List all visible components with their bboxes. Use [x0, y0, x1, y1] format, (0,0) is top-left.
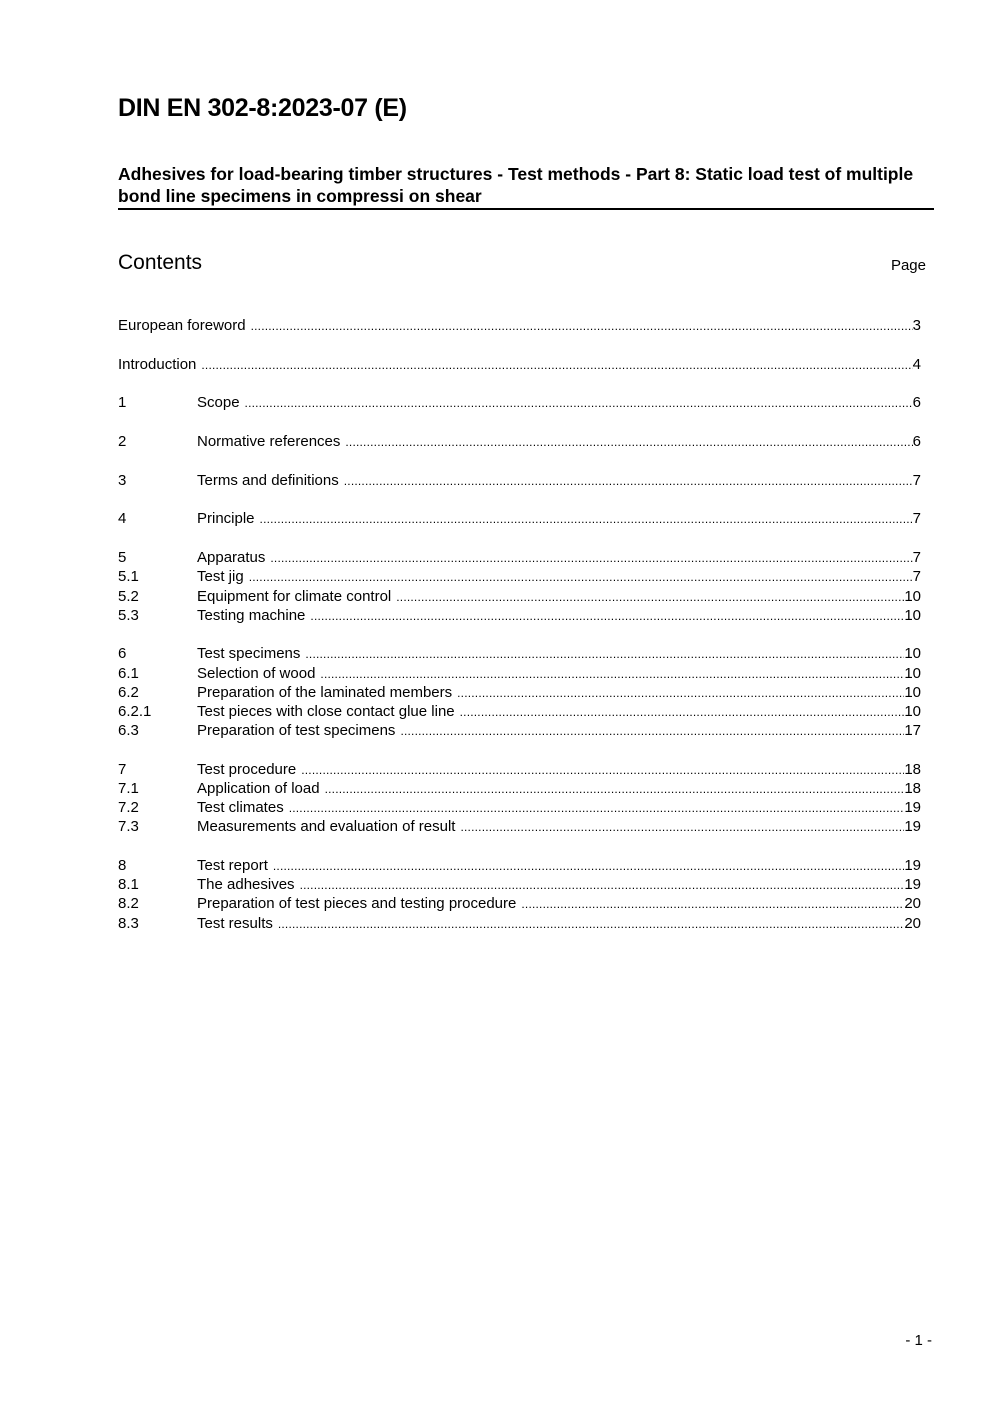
toc-entry[interactable]: [118, 702, 921, 721]
toc-dot-leader: [460, 818, 904, 837]
toc-entry-title: Selection of wood: [197, 664, 316, 682]
toc-entry-page: 7: [912, 568, 921, 586]
toc-entry-title: Test report: [197, 857, 268, 875]
toc-entry[interactable]: [118, 471, 921, 490]
toc-dot-leader: [460, 703, 905, 722]
toc-entry[interactable]: [118, 393, 921, 412]
toc-entry-number: 5.2: [118, 587, 139, 605]
toc-entry-title: Test jig: [197, 568, 244, 586]
toc-entry-page: 19: [904, 876, 921, 894]
toc-entry[interactable]: [118, 817, 921, 836]
toc-entry-page: 6: [912, 394, 921, 412]
table-of-contents: [118, 316, 921, 952]
toc-dot-leader: [201, 356, 912, 375]
toc-group: [118, 509, 921, 528]
toc-entry-number: 7.3: [118, 818, 139, 836]
toc-entry[interactable]: [118, 606, 921, 625]
toc-group: [118, 432, 921, 451]
toc-entry-page: 19: [904, 799, 921, 817]
contents-heading: Contents: [118, 251, 203, 274]
toc-group: [118, 471, 921, 490]
toc-entry-page: 4: [912, 355, 921, 373]
toc-entry-number: 8.1: [118, 876, 139, 894]
page-number: - 1 -: [905, 1332, 932, 1349]
toc-entry-number: 4: [118, 510, 127, 528]
toc-entry-title: Measurements and evaluation of result: [197, 818, 456, 836]
toc-entry-page: 10: [904, 606, 921, 624]
toc-entry[interactable]: [118, 587, 921, 606]
toc-entry[interactable]: [118, 316, 921, 335]
toc-entry-page: 3: [912, 317, 921, 334]
toc-entry-title: Apparatus: [197, 549, 266, 567]
page-column-heading: Page: [890, 257, 926, 274]
toc-entry-page: 7: [912, 510, 921, 528]
toc-dot-leader: [310, 607, 904, 626]
toc-dot-leader: [301, 761, 904, 780]
toc-entry-number: 8.2: [118, 895, 139, 913]
toc-dot-leader: [400, 722, 904, 741]
toc-group: [118, 316, 921, 335]
toc-entry-number: 1: [118, 394, 127, 412]
toc-entry-page: 17: [904, 722, 921, 740]
toc-entry[interactable]: [118, 683, 921, 702]
toc-entry[interactable]: [118, 760, 921, 779]
toc-group: [118, 760, 921, 837]
toc-entry[interactable]: [118, 914, 921, 933]
toc-dot-leader: [249, 568, 913, 587]
toc-entry-title: Test specimens: [197, 645, 301, 663]
toc-entry-title: Scope: [197, 394, 240, 412]
toc-dot-leader: [260, 510, 913, 529]
toc-entry-title: Introduction: [118, 355, 197, 373]
toc-entry-number: 5: [118, 549, 127, 567]
toc-entry[interactable]: [118, 894, 921, 913]
toc-entry-page: 7: [912, 471, 921, 489]
toc-dot-leader: [270, 549, 912, 568]
toc-dot-leader: [457, 684, 904, 703]
toc-entry-title: Principle: [197, 510, 255, 528]
document-title: Adhesives for load-bearing timber structures - Test methods - Part 8: Static load test of multiple bond line specimens in compressi on shear: [118, 163, 934, 210]
toc-entry-number: 6.1: [118, 664, 139, 682]
toc-dot-leader: [245, 394, 913, 413]
toc-dot-leader: [344, 472, 913, 491]
toc-entry[interactable]: [118, 567, 921, 586]
toc-entry-title: The adhesives: [197, 876, 295, 894]
toc-entry-title: Preparation of the laminated members: [197, 683, 453, 701]
document-id: DIN EN 302-8:2023-07 (E): [118, 94, 407, 122]
toc-entry[interactable]: [118, 548, 921, 567]
toc-entry-title: Application of load: [197, 780, 320, 797]
toc-dot-leader: [273, 857, 904, 876]
toc-entry-number: 6.2.1: [118, 702, 152, 720]
toc-dot-leader: [289, 799, 905, 818]
toc-entry-page: 10: [904, 664, 921, 682]
toc-entry-page: 10: [904, 683, 921, 701]
toc-entry-number: 5.3: [118, 606, 139, 624]
toc-dot-leader: [305, 645, 904, 664]
toc-entry-title: Terms and definitions: [197, 471, 339, 489]
toc-entry-page: 19: [904, 857, 921, 875]
toc-entry-number: 7: [118, 760, 127, 778]
toc-group: [118, 393, 921, 412]
toc-entry-page: 10: [904, 587, 921, 605]
toc-entry[interactable]: [118, 798, 921, 817]
toc-entry-title: Equipment for climate control: [197, 587, 392, 605]
toc-entry-number: 8: [118, 857, 127, 875]
toc-entry-title: Normative references: [197, 433, 341, 451]
toc-dot-leader: [320, 665, 904, 684]
toc-dot-leader: [521, 895, 904, 914]
toc-dot-leader: [325, 780, 905, 799]
toc-entry-number: 6: [118, 645, 127, 663]
toc-entry-title: Preparation of test specimens: [197, 722, 396, 740]
toc-entry-number: 7.1: [118, 780, 139, 797]
toc-entry-title: Test climates: [197, 799, 284, 817]
toc-entry-title: Test pieces with close contact glue line: [197, 702, 455, 720]
toc-group: [118, 856, 921, 933]
toc-entry[interactable]: [118, 644, 921, 663]
toc-entry-number: 2: [118, 433, 127, 451]
toc-entry-page: 7: [912, 549, 921, 567]
toc-entry-page: 10: [904, 702, 921, 720]
toc-entry[interactable]: [118, 875, 921, 894]
toc-dot-leader: [278, 915, 904, 934]
toc-entry-page: 20: [904, 914, 921, 932]
toc-dot-leader: [345, 433, 912, 452]
toc-entry-number: 3: [118, 471, 127, 489]
toc-entry-title: Test procedure: [197, 760, 297, 778]
toc-entry-title: European foreword: [118, 317, 246, 334]
toc-entry[interactable]: [118, 355, 921, 374]
toc-entry-page: 18: [904, 780, 921, 797]
toc-entry-title: Testing machine: [197, 606, 306, 624]
toc-entry[interactable]: [118, 509, 921, 528]
toc-entry-number: 6.2: [118, 683, 139, 701]
toc-entry[interactable]: [118, 856, 921, 875]
toc-group: [118, 548, 921, 625]
toc-entry-page: 19: [904, 818, 921, 836]
toc-entry[interactable]: [118, 432, 921, 451]
toc-entry-number: 5.1: [118, 568, 139, 586]
toc-entry-number: 6.3: [118, 722, 139, 740]
toc-entry[interactable]: [118, 779, 921, 798]
toc-entry-page: 6: [912, 433, 921, 451]
toc-entry[interactable]: [118, 664, 921, 683]
toc-dot-leader: [396, 588, 904, 607]
toc-dot-leader: [300, 876, 905, 895]
toc-group: [118, 644, 921, 740]
toc-entry-title: Test results: [197, 914, 273, 932]
toc-entry-page: 20: [904, 895, 921, 913]
toc-entry-title: Preparation of test pieces and testing procedure: [197, 895, 517, 913]
toc-entry-number: 7.2: [118, 799, 139, 817]
toc-entry-page: 18: [904, 760, 921, 778]
toc-entry-page: 10: [904, 645, 921, 663]
toc-entry-number: 8.3: [118, 914, 139, 932]
toc-entry[interactable]: [118, 721, 921, 740]
toc-dot-leader: [251, 317, 913, 336]
toc-group: [118, 355, 921, 374]
